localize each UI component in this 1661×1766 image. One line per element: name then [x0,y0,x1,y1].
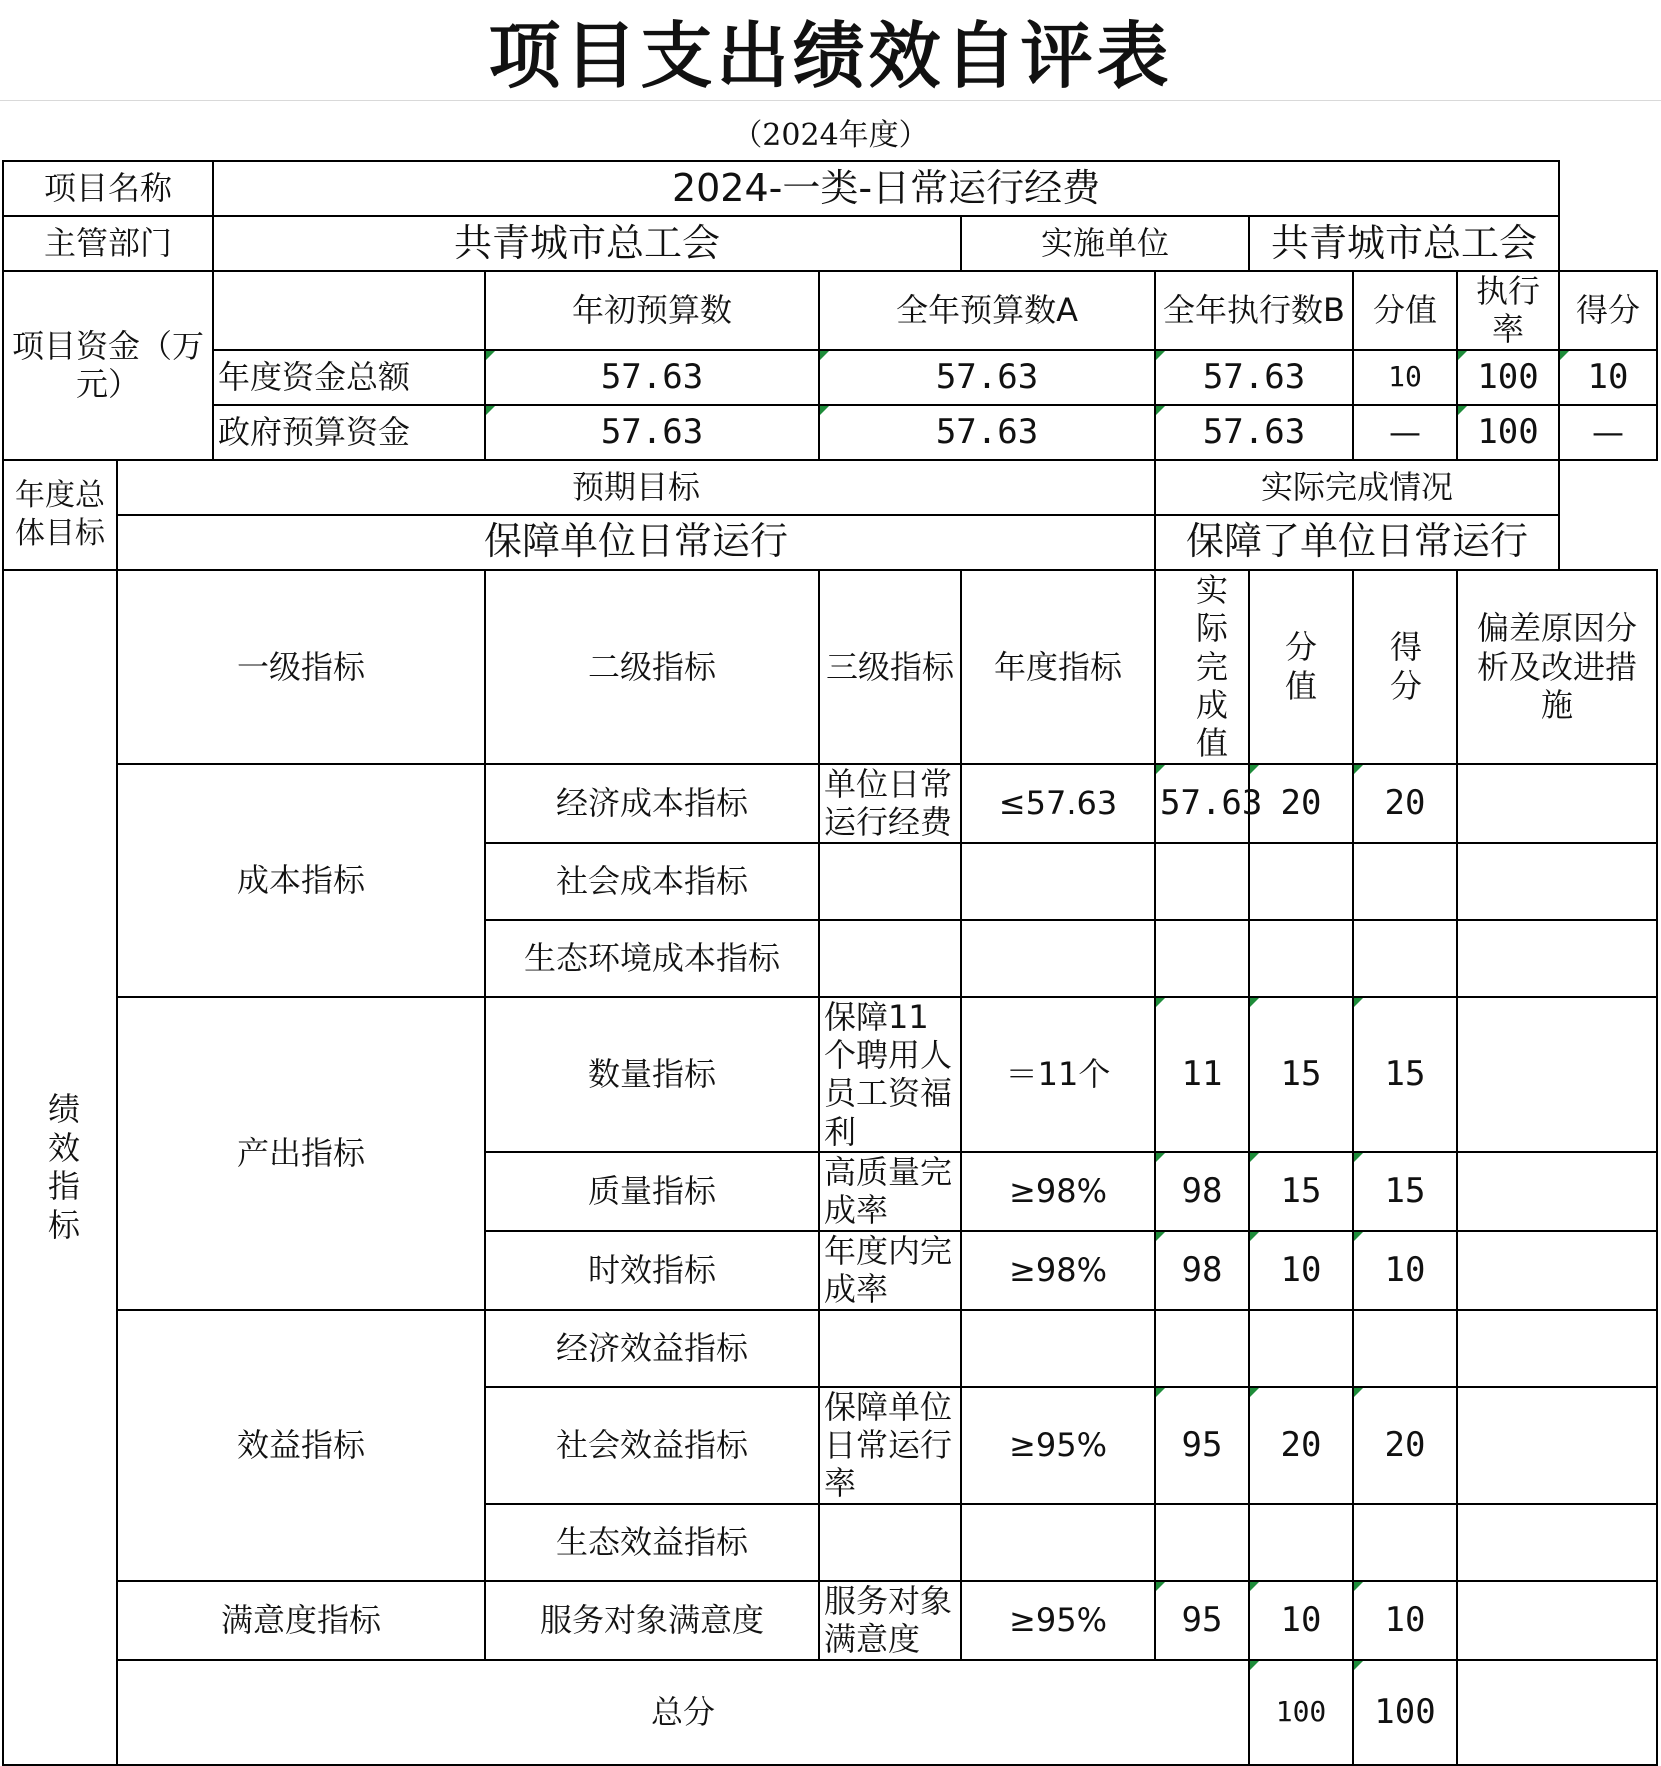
level1-indicator[interactable]: 产出指标 [117,997,485,1310]
target-cell[interactable]: ≥95% [961,1581,1155,1660]
score-value-cell[interactable]: 15 [1249,997,1353,1153]
target-cell[interactable]: ＝11个 [961,997,1155,1153]
score-cell[interactable]: 20 [1353,764,1457,843]
score-value-cell[interactable] [1249,1310,1353,1387]
score-value-cell[interactable] [1249,843,1353,920]
page-title: 项目支出绩效自评表 [488,13,1173,98]
score-cell[interactable] [1353,1310,1457,1387]
funds-row-name[interactable]: 政府预算资金 [213,405,485,460]
funds-score-cell[interactable]: — [1559,405,1657,460]
actual-value-cell[interactable] [1155,1504,1249,1581]
funds-header-annual[interactable]: 全年预算数A [819,271,1155,350]
level3-indicator[interactable]: 保障单位日常运行率 [819,1387,961,1504]
funds-header-score-value[interactable]: 分值 [1353,271,1457,350]
goals-row [3,515,1657,570]
target-cell[interactable]: ≥98% [961,1152,1155,1231]
actual-result-text[interactable]: 保障了单位日常运行 [1155,515,1559,570]
target-cell[interactable] [961,920,1155,997]
level3-indicator[interactable]: 高质量完成率 [819,1152,961,1231]
funds-initial-cell[interactable]: 57.63 [485,350,819,405]
funds-score-value-cell[interactable]: 10 [1353,350,1457,405]
deviation-cell[interactable] [1457,843,1657,920]
level2-indicator[interactable]: 社会效益指标 [485,1387,819,1504]
score-value-cell[interactable]: 15 [1249,1152,1353,1231]
target-cell[interactable]: ≥98% [961,1231,1155,1310]
funds-header-initial[interactable]: 年初预算数 [485,271,819,350]
score-value-cell[interactable] [1249,920,1353,997]
sheet-gridline [0,100,1661,101]
deviation-cell[interactable] [1457,1231,1657,1310]
annual-goal-label[interactable]: 年度总体目标 [3,460,117,570]
expected-goal-header[interactable]: 预期目标 [117,460,1155,515]
dept-label[interactable]: 主管部门 [3,216,213,271]
total-label[interactable]: 总分 [117,1660,1249,1765]
impl-unit-label[interactable]: 实施单位 [961,216,1249,271]
funds-header-score[interactable]: 得分 [1559,271,1657,350]
funds-rate-cell[interactable]: 100 [1457,405,1559,460]
funds-initial-cell[interactable]: 57.63 [485,405,819,460]
actual-value-cell[interactable]: 95 [1155,1581,1249,1660]
indicator-header-level1[interactable]: 一级指标 [117,570,485,764]
project-name-label[interactable]: 项目名称 [3,161,213,216]
funds-annual-cell[interactable]: 57.63 [819,405,1155,460]
score-value-cell[interactable] [1249,1504,1353,1581]
level2-indicator[interactable]: 社会成本指标 [485,843,819,920]
score-value-cell[interactable]: 10 [1249,1581,1353,1660]
deviation-cell[interactable] [1457,1152,1657,1231]
level2-indicator[interactable]: 经济效益指标 [485,1310,819,1387]
funds-header-executed[interactable]: 全年执行数B [1155,271,1353,350]
indicator-header-score-value[interactable]: 分值 [1249,570,1353,764]
score-cell[interactable]: 15 [1353,1152,1457,1231]
level2-indicator[interactable]: 数量指标 [485,997,819,1153]
impl-unit-value[interactable]: 共青城市总工会 [1249,216,1559,271]
level2-indicator[interactable]: 质量指标 [485,1152,819,1231]
funds-header-row [3,271,1657,350]
funds-executed-cell[interactable]: 57.63 [1155,405,1353,460]
deviation-cell[interactable] [1457,1310,1657,1387]
actual-result-header[interactable]: 实际完成情况 [1155,460,1559,515]
actual-value-cell[interactable] [1155,843,1249,920]
level2-indicator[interactable]: 时效指标 [485,1231,819,1310]
funds-row-government [3,405,1657,460]
indicator-header-target[interactable]: 年度指标 [961,570,1155,764]
project-name-value[interactable]: 2024-一类-日常运行经费 [213,161,1559,216]
actual-value-cell[interactable]: 57.63 [1155,764,1249,843]
actual-value-cell[interactable]: 11 [1155,997,1249,1153]
expected-goal-text[interactable]: 保障单位日常运行 [117,515,1155,570]
level3-indicator[interactable] [819,1504,961,1581]
funds-annual-cell[interactable]: 57.63 [819,350,1155,405]
dept-row [3,216,1657,271]
funds-blank-cell[interactable] [213,271,485,350]
actual-value-cell[interactable] [1155,1310,1249,1387]
level3-indicator[interactable] [819,843,961,920]
deviation-cell[interactable] [1457,764,1657,843]
indicator-header-row [3,570,1657,764]
indicator-header-actual[interactable]: 实际完成值 [1155,570,1249,764]
total-deviation-cell[interactable] [1457,1660,1657,1765]
indicator-row [3,1310,1657,1387]
level1-indicator[interactable]: 效益指标 [117,1310,485,1581]
indicator-header-level2[interactable]: 二级指标 [485,570,819,764]
deviation-cell[interactable] [1457,1387,1657,1504]
score-value-cell[interactable]: 20 [1249,764,1353,843]
indicator-row [3,997,1657,1153]
indicator-header-score[interactable]: 得分 [1353,570,1457,764]
target-cell[interactable]: ≤57.63 [961,764,1155,843]
score-cell[interactable] [1353,1504,1457,1581]
funds-executed-cell[interactable]: 57.63 [1155,350,1353,405]
actual-value-cell[interactable]: 95 [1155,1387,1249,1504]
score-cell[interactable] [1353,920,1457,997]
score-cell[interactable]: 10 [1353,1581,1457,1660]
evaluation-table [2,160,1658,1766]
level2-indicator[interactable]: 服务对象满意度 [485,1581,819,1660]
indicator-row [3,1581,1657,1660]
goals-header-row [3,460,1657,515]
year-subtitle: （2024年度） [732,118,929,153]
level3-indicator[interactable]: 年度内完成率 [819,1231,961,1310]
total-score[interactable]: 100 [1353,1660,1457,1765]
funds-label[interactable]: 项目资金（万元） [3,271,213,460]
funds-score-cell[interactable]: 10 [1559,350,1657,405]
indicator-row [3,764,1657,843]
score-value-cell[interactable]: 10 [1249,1231,1353,1310]
deviation-cell[interactable] [1457,997,1657,1153]
score-value-cell[interactable]: 20 [1249,1387,1353,1504]
target-cell[interactable]: ≥95% [961,1387,1155,1504]
indicator-header-level3[interactable]: 三级指标 [819,570,961,764]
target-cell[interactable] [961,843,1155,920]
deviation-cell[interactable] [1457,920,1657,997]
actual-value-cell[interactable] [1155,920,1249,997]
target-cell[interactable] [961,1310,1155,1387]
level1-indicator[interactable]: 满意度指标 [117,1581,485,1660]
level3-indicator[interactable]: 服务对象满意度 [819,1581,961,1660]
score-cell[interactable]: 20 [1353,1387,1457,1504]
score-cell[interactable]: 10 [1353,1231,1457,1310]
funds-header-rate[interactable]: 执行率 [1457,271,1559,350]
level2-indicator[interactable]: 生态效益指标 [485,1504,819,1581]
dept-value[interactable]: 共青城市总工会 [213,216,961,271]
actual-value-cell[interactable]: 98 [1155,1231,1249,1310]
funds-row-total [3,350,1657,405]
score-cell[interactable]: 15 [1353,997,1457,1153]
level3-indicator[interactable] [819,1310,961,1387]
deviation-cell[interactable] [1457,1581,1657,1660]
level2-indicator[interactable]: 经济成本指标 [485,764,819,843]
deviation-cell[interactable] [1457,1504,1657,1581]
target-cell[interactable] [961,1504,1155,1581]
total-row [3,1660,1657,1765]
score-cell[interactable] [1353,843,1457,920]
funds-rate-cell[interactable]: 100 [1457,350,1559,405]
performance-indicator-label[interactable]: 绩效指标 [3,570,117,1765]
level3-indicator[interactable]: 保障11个聘用人员工资福利 [819,997,961,1153]
total-score-value[interactable]: 100 [1249,1660,1353,1765]
project-row [3,161,1657,216]
indicator-header-deviation[interactable]: 偏差原因分析及改进措施 [1457,570,1657,764]
actual-value-cell[interactable]: 98 [1155,1152,1249,1231]
funds-row-name[interactable]: 年度资金总额 [213,350,485,405]
level1-indicator[interactable]: 成本指标 [117,764,485,997]
level2-indicator[interactable]: 生态环境成本指标 [485,920,819,997]
level3-indicator[interactable]: 单位日常运行经费 [819,764,961,843]
level3-indicator[interactable] [819,920,961,997]
funds-score-value-cell[interactable]: — [1353,405,1457,460]
